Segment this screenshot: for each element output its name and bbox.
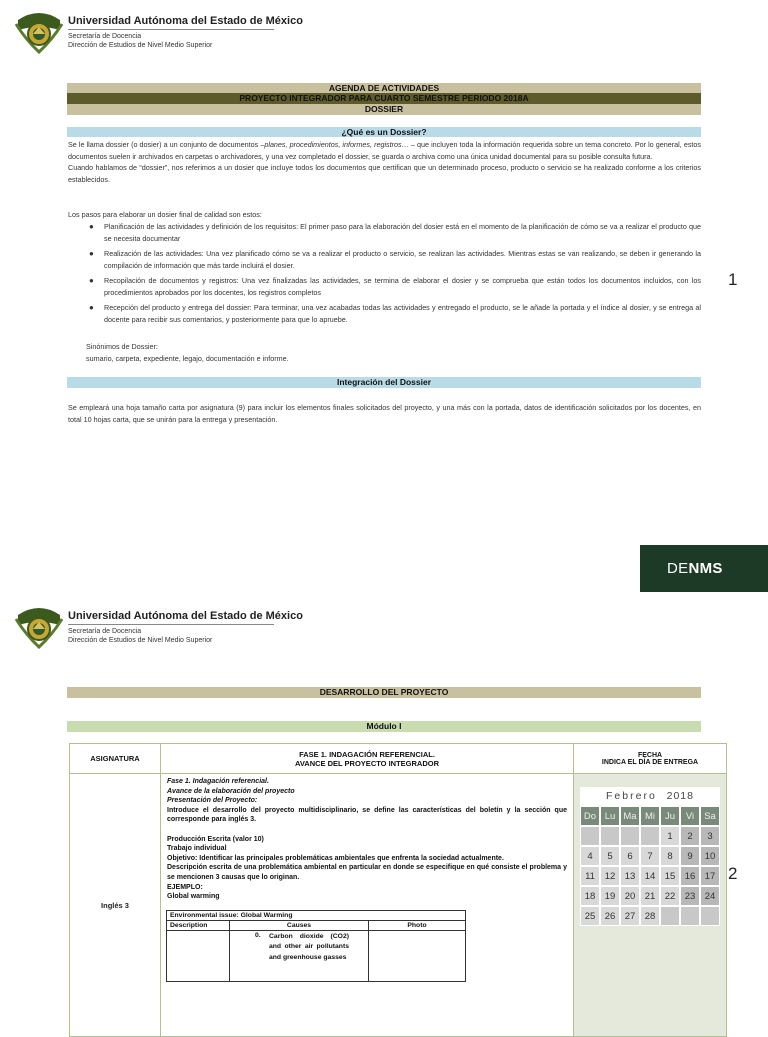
bullet-icon: ●: [89, 276, 94, 285]
proyecto-title: PROYECTO INTEGRADOR PARA CUARTO SEMESTRE PERIODO 2018A: [67, 93, 701, 104]
header-divider: [68, 29, 274, 30]
uaem-crest-icon: [14, 605, 64, 649]
calendar-day[interactable]: 14: [640, 866, 660, 886]
calendar-day-header: Vi: [680, 806, 700, 826]
calendar-day[interactable]: 2: [680, 826, 700, 846]
denms-banner: [640, 545, 768, 592]
step-text: Planificación de las actividades y definición de los requisitos: El primer paso para la elaboración del dosier está en el momento de la planificación de cómo se va a realizar el producto que se necesita documentar: [104, 222, 701, 243]
integracion-text: Se empleará una hoja tamaño carta por asignatura (9) para incluir los elementos finales solicitados del proyecto, y una más con la portada, datos de identificación solicitados por los docentes, en total 10 hojas carta, que se unirán para la entrega y presentación.: [68, 403, 701, 424]
calendar-day[interactable]: 13: [620, 866, 640, 886]
fase-line: Objetivo: Identificar las principales problemáticas ambientales que enfrenta la sociedad actualmente.: [167, 854, 504, 862]
col-fase-line2: AVANCE DEL PROYECTO INTEGRADOR: [294, 758, 440, 768]
example-photo-cell: [369, 930, 466, 981]
calendar-day[interactable]: 5: [600, 846, 620, 866]
calendar: [580, 787, 720, 926]
fase-line: Global warming: [167, 893, 220, 901]
example-table-title: Environmental issue: Global Warming: [167, 910, 466, 920]
bullet-icon: ●: [89, 303, 94, 312]
intro-text-2: Cuando hablamos de “dossier”, nos referimos a un dosier que incluye todos los documentos que certifican que un determinado proceso, producto o servicio se ha realizado conforme a los criterios establecidos.: [68, 163, 701, 184]
fase-line: Introduce el desarrollo del proyecto multidisciplinario, se define las características del boletín y la sección que corresponde para inglés 3.: [167, 806, 567, 824]
col-fecha: [574, 744, 727, 774]
calendar-empty-cell: [640, 826, 660, 846]
calendar-empty-cell: [700, 906, 720, 926]
calendar-empty-cell: [660, 906, 680, 926]
direccion-label: Dirección de Estudios de Nivel Medio Superior: [68, 42, 213, 49]
university-name: Universidad Autónoma del Estado de México: [68, 610, 303, 622]
calendar-grid: [580, 806, 720, 926]
cause-number: 0.: [255, 931, 261, 939]
integracion-heading: Integración del Dossier: [67, 377, 701, 388]
steps-intro: Los pasos para elaborar un dosier final de calidad son estos:: [68, 210, 262, 219]
fase-line: Descripción escrita de una problemática ambiental en particular en donde se especifique en qué consiste el problema y se mencionen 3 causas que lo originan.: [167, 864, 567, 881]
fase-description: [162, 775, 572, 904]
dossier-title: DOSSIER: [67, 104, 701, 115]
calendar-title: [580, 787, 720, 806]
table-header-row: [70, 744, 727, 774]
calendar-day-header: Mi: [640, 806, 660, 826]
calendar-day-header: Lu: [600, 806, 620, 826]
bullet-icon: ●: [89, 222, 94, 231]
intro-text-c: – que incluyen toda la información requerida sobre un tema concreto. Por lo general, estos documentos suelen ir archivados en carpetas o archivadores, y una vez completado el dossier, se guarda o archiva como una única unidad documental para su posible consulta futura.: [68, 140, 702, 161]
direccion-label: Dirección de Estudios de Nivel Medio Superior: [68, 637, 213, 644]
calendar-day[interactable]: 10: [700, 846, 720, 866]
calendar-year: 2018: [666, 790, 694, 802]
table-row: [70, 774, 727, 1037]
calendar-day[interactable]: 23: [680, 886, 700, 906]
col-fase-line1: FASE 1. INDAGACIÓN REFERENCIAL.: [299, 749, 435, 759]
calendar-day-header: Ju: [660, 806, 680, 826]
calendar-empty-cell: [580, 826, 600, 846]
project-table: [69, 743, 727, 1037]
calendar-day[interactable]: 3: [700, 826, 720, 846]
synonyms-label: Sinónimos de Dossier:: [86, 342, 158, 351]
secretaria-label: Secretaría de Docencia: [68, 33, 142, 40]
calendar-day[interactable]: 24: [700, 886, 720, 906]
calendar-day[interactable]: 21: [640, 886, 660, 906]
bullet-icon: ●: [89, 249, 94, 258]
calendar-month: Febrero: [606, 790, 657, 802]
calendar-day-header: Ma: [620, 806, 640, 826]
calendar-day[interactable]: 9: [680, 846, 700, 866]
calendar-day[interactable]: 20: [620, 886, 640, 906]
calendar-day[interactable]: 11: [580, 866, 600, 886]
banner-de: DE: [667, 560, 689, 577]
col-asignatura: ASIGNATURA: [70, 744, 161, 774]
page2-header: [12, 605, 312, 655]
steps-list: [68, 221, 701, 329]
uaem-crest-icon: [14, 10, 64, 54]
fase-line: Trabajo individual: [167, 845, 227, 853]
step-text: Recopilación de documentos y registros: Una vez finalizadas las actividades, se termina de elaborar el dosier y se comprueba que están todos los documentos incluidos, con los procedimientos aprobados por los docentes, los registros completos: [104, 276, 701, 297]
example-description-cell: [167, 930, 230, 981]
desarrollo-title: DESARROLLO DEL PROYECTO: [67, 687, 701, 698]
university-name: Universidad Autónoma del Estado de México: [68, 15, 303, 27]
modulo-title: Módulo I: [67, 721, 701, 732]
step-item: [68, 248, 701, 272]
calendar-day[interactable]: 1: [660, 826, 680, 846]
cause-text: Carbon dioxide (CO2) and other air pollutants and greenhouse gasses: [269, 932, 349, 961]
secretaria-label: Secretaría de Docencia: [68, 628, 142, 635]
calendar-day[interactable]: 16: [680, 866, 700, 886]
calendar-day[interactable]: 28: [640, 906, 660, 926]
calendar-day[interactable]: 19: [600, 886, 620, 906]
step-item: [68, 302, 701, 326]
calendar-day[interactable]: 18: [580, 886, 600, 906]
agenda-title: AGENDA DE ACTIVIDADES: [67, 83, 701, 93]
calendar-day[interactable]: 4: [580, 846, 600, 866]
page1-header: [12, 10, 312, 60]
calendar-empty-cell: [600, 826, 620, 846]
example-col-description: Description: [167, 920, 230, 930]
fecha-cell: [574, 774, 727, 1037]
step-item: [68, 221, 701, 245]
calendar-day[interactable]: 8: [660, 846, 680, 866]
calendar-day[interactable]: 7: [640, 846, 660, 866]
fase-line: Avance de la elaboración del proyecto: [167, 787, 295, 795]
calendar-day[interactable]: 17: [700, 866, 720, 886]
calendar-day-header: Do: [580, 806, 600, 826]
fase-line: Fase 1. Indagación referencial.: [167, 778, 269, 785]
example-col-causes: Causes: [230, 920, 369, 930]
example-col-photo: Photo: [369, 920, 466, 930]
banner-nms: NMS: [688, 560, 723, 577]
step-text: Recepción del producto y entrega del dossier: Para terminar, una vez acabadas todas las actividades y entregado el producto, se le añade la portada y el índice al dosier, y se entrega al docente para recibir sus comentarios, y posteriormente para que lo apruebe.: [104, 303, 701, 324]
example-causes-cell: [230, 930, 369, 981]
fase-cell: [161, 774, 574, 1037]
col-fecha-line1: FECHA: [637, 751, 663, 759]
example-table: [166, 910, 466, 982]
calendar-day[interactable]: 6: [620, 846, 640, 866]
calendar-day[interactable]: 26: [600, 906, 620, 926]
page-number-1: 1: [728, 270, 738, 289]
fase-line: Presentación del Proyecto:: [167, 797, 258, 805]
calendar-day[interactable]: 22: [660, 886, 680, 906]
intro-text-a: Se le llama dossier (o dosier) a un conjunto de documentos –: [68, 140, 265, 149]
calendar-day[interactable]: 15: [660, 866, 680, 886]
page-number-2: 2: [728, 864, 738, 883]
calendar-empty-cell: [620, 826, 640, 846]
calendar-day[interactable]: 25: [580, 906, 600, 926]
header-divider: [68, 624, 274, 625]
synonyms-list: sumario, carpeta, expediente, legajo, documentación e informe.: [86, 354, 289, 363]
fase-line: Producción Escrita (valor 10): [167, 835, 264, 843]
calendar-day-header: Sa: [700, 806, 720, 826]
asignatura-cell: Inglés 3: [70, 774, 161, 1037]
que-es-heading: ¿Qué es un Dossier?: [67, 127, 701, 137]
calendar-day[interactable]: 12: [600, 866, 620, 886]
calendar-day[interactable]: 27: [620, 906, 640, 926]
col-fase: [161, 744, 574, 774]
step-text: Realización de las actividades: Una vez planificado cómo se va a realizar el producto o servicio, se realizan las actividades. Mientras estas se van realizando, se deben ir generando la compilación de información que más tarde incluirá el dosier.: [104, 249, 701, 270]
calendar-empty-cell: [680, 906, 700, 926]
fase-line: EJEMPLO:: [167, 883, 203, 891]
step-item: [68, 275, 701, 299]
col-fecha-line2: INDICA EL DÍA DE ENTREGA: [601, 758, 699, 766]
intro-text-b: planes, procedimientos, informes, registros…: [264, 140, 409, 149]
intro-paragraph: [68, 139, 701, 185]
